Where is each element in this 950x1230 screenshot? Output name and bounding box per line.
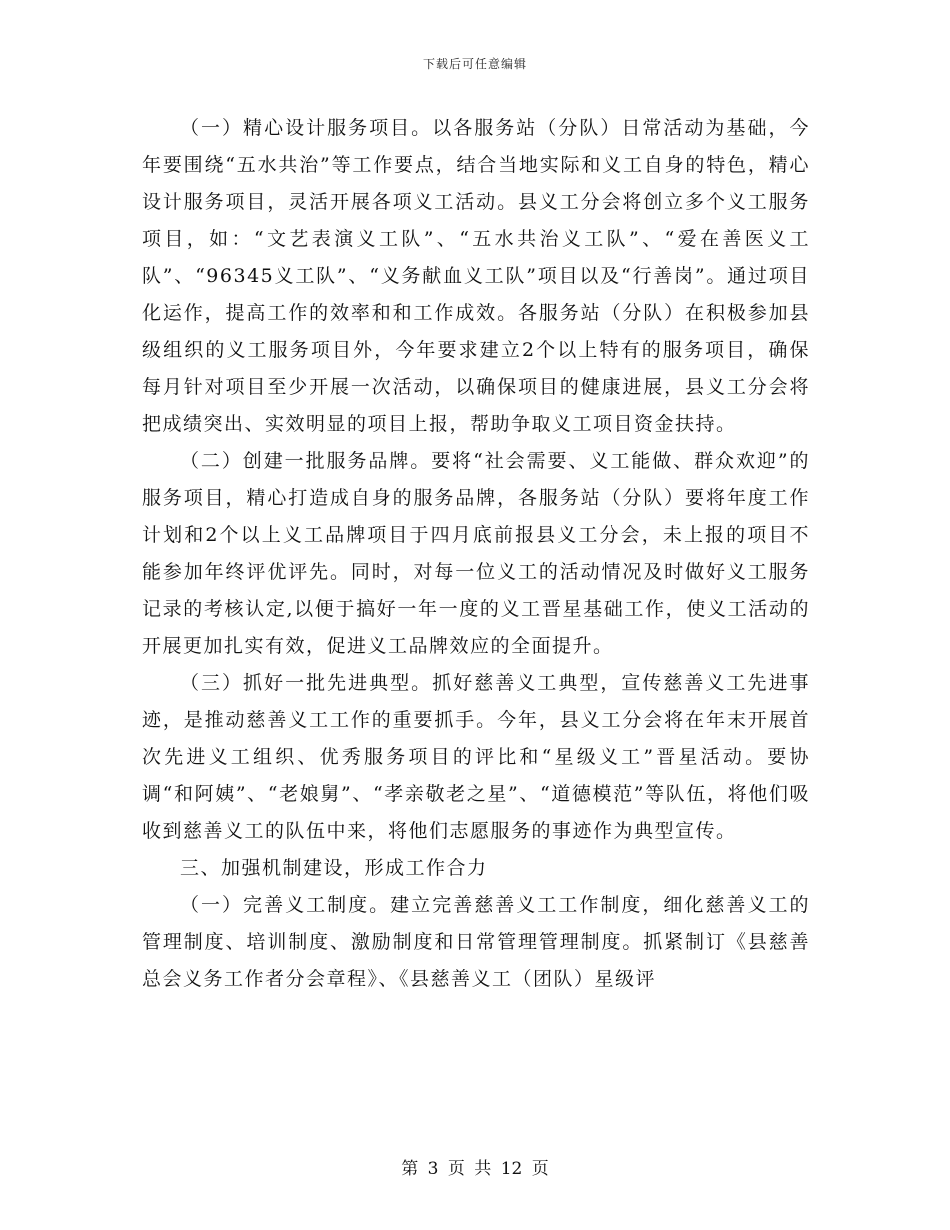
paragraph-volunteer-system: （一）完善义工制度。建立完善慈善义工工作制度，细化慈善义工的管理制度、培训制度、激励制度和日常管理管理制度。抓紧制订《县慈善总会义务工作者分会章程》、《县慈善义工（团队）星级评 — [142, 894, 810, 990]
page-number: 第 3 页 共 12 页 — [401, 1159, 549, 1179]
paragraph-project-design: （一）精心设计服务项目。以各服务站（分队）日常活动为基础，今年要围绕“五水共治”等工作要点，结合当地实际和义工自身的特色，精心设计服务项目，灵活开展各项义工活动。县义工分会将创立多个义工服务项目，如：“文艺表演义工队”、“五水共治义工队”、“爱在善医义工队”、“96345义工队”、“义务献血义工队”项目以及“行善岗”。通过项目化运作，提高工作的效率和和工作成效。各服务站（分队）在积极参加县级组织的义工服务项目外，今年要求建立2个以上特有的服务项目，确保每月针对项目至少开展一次活动，以确保项目的健康进展，县义工分会将把成绩突出、实效明显的项目上报，帮助争取义工项目资金扶持。 — [142, 117, 810, 435]
page-header-note: 下载后可任意编辑 — [422, 57, 527, 71]
document-body — [142, 110, 810, 998]
section-heading-mechanism: 三、加强机制建设，形成工作合力 — [180, 857, 488, 879]
paragraph-service-brand: （二）创建一批服务品牌。要将“社会需要、义工能做、群众欢迎”的服务项目，精心打造成自身的服务品牌，各服务站（分队）要将年度工作计划和2个以上义工品牌项目于四月底前报县义工分会，未上报的项目不能参加年终评优评先。同时，对每一位义工的活动情况及时做好义工服务记录的考核认定,以便于搞好一年一度的义工晋星基础工作，使义工活动的开展更加扎实有效，促进义工品牌效应的全面提升。 — [142, 450, 810, 657]
paragraph-advanced-models: （三）抓好一批先进典型。抓好慈善义工典型，宣传慈善义工先进事迹，是推动慈善义工工作的重要抓手。今年，县义工分会将在年末开展首次先进义工组织、优秀服务项目的评比和“星级义工”晋星活动。要协调“和阿姨”、“老娘舅”、“孝亲敬老之星”、“道德模范”等队伍，将他们吸收到慈善义工的队伍中来，将他们志愿服务的事迹作为典型宣传。 — [142, 672, 810, 842]
